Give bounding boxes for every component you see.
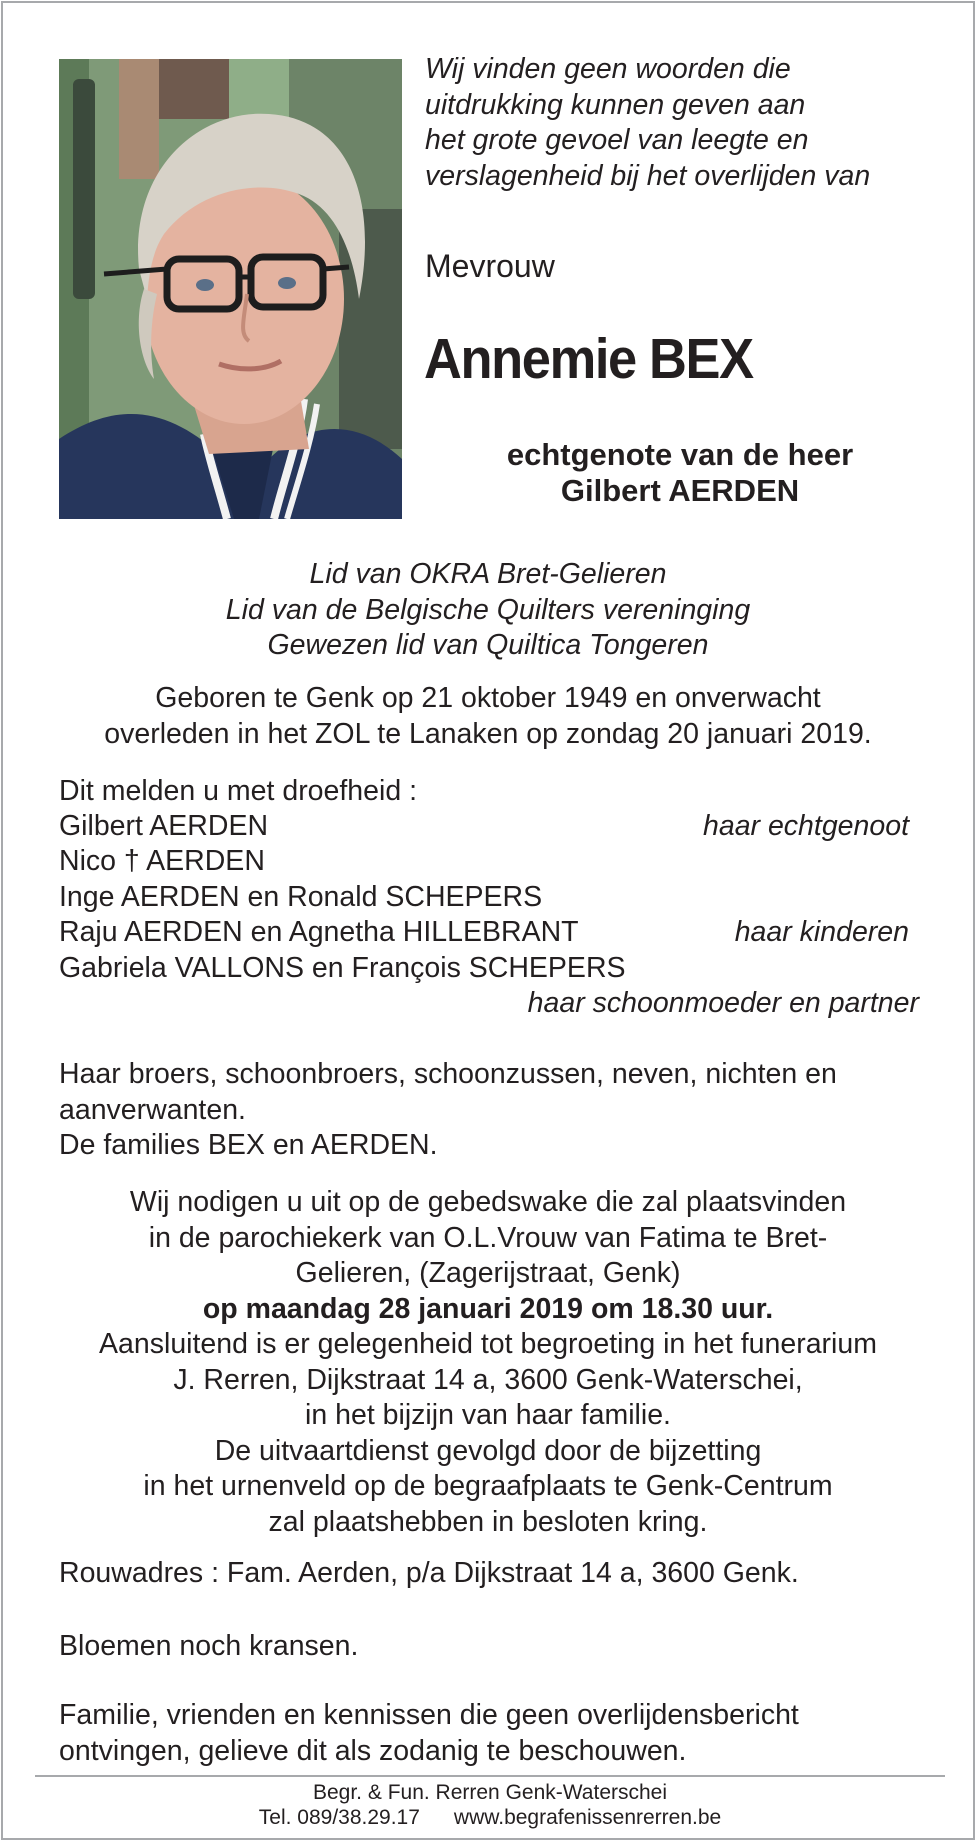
mourner-role: haar echtgenoot xyxy=(703,810,909,842)
service-line: Aansluitend is er gelegenheid tot begroeting in het funerarium xyxy=(99,1328,877,1360)
mourner-row xyxy=(59,881,919,916)
mourners-intro: Dit melden u met droefheid : xyxy=(59,775,418,807)
closing-line: Familie, vrienden en kennissen die geen overlijdensbericht xyxy=(59,1699,799,1731)
death-line: overleden in het ZOL te Lanaken op zondag 20 januari 2019. xyxy=(104,717,872,750)
mourner-name: Gabriela VALLONS en François SCHEPERS xyxy=(59,952,626,984)
birth-death-info xyxy=(60,681,916,752)
service-info xyxy=(40,1185,936,1540)
closing-line: ontvingen, gelieve dit als zodanig te beschouwen. xyxy=(59,1734,687,1767)
membership-line: Lid van OKRA Bret-Gelieren xyxy=(309,558,667,590)
mourner-name: Gilbert AERDEN xyxy=(59,810,269,842)
closing-note xyxy=(59,1698,929,1769)
service-date: op maandag 28 januari 2019 om 18.30 uur. xyxy=(202,1292,774,1325)
service-line: De uitvaartdienst gevolgd door de bijzetting xyxy=(214,1434,762,1467)
service-line: in het bijzijn van haar familie. xyxy=(305,1399,671,1431)
mourner-row xyxy=(59,916,919,951)
service-line: J. Rerren, Dijkstraat 14 a, 3600 Genk-Waterschei, xyxy=(173,1363,803,1396)
mourning-address: Rouwadres : Fam. Aerden, p/a Dijkstraat 14 a, 3600 Genk. xyxy=(59,1557,799,1589)
intro-line: Wij vinden geen woorden die xyxy=(425,53,791,85)
relatives-line: Haar broers, schoonbroers, schoonzussen, neven, nichten en xyxy=(59,1058,837,1090)
mourner-row xyxy=(59,810,919,845)
birth-line: Geboren te Genk op 21 oktober 1949 en onverwacht xyxy=(155,682,821,714)
deceased-name: Annemie BEX xyxy=(424,327,753,391)
membership-line: Gewezen lid van Quiltica Tongeren xyxy=(267,629,709,661)
funeral-home-website: www.begrafenissenrerren.be xyxy=(453,1806,722,1829)
funeral-home-phone: Tel. 089/38.29.17 xyxy=(258,1806,420,1829)
intro-line: verslagenheid bij het overlijden van xyxy=(425,159,871,192)
service-line: in het urnenveld op de begraafplaats te Genk-Centrum xyxy=(143,1470,833,1502)
spouse-block xyxy=(420,437,940,509)
service-line: Gelieren, (Zagerijstraat, Genk) xyxy=(295,1257,681,1289)
relatives-line: De families BEX en AERDEN. xyxy=(59,1129,438,1161)
memberships xyxy=(60,557,916,664)
portrait-photo xyxy=(59,59,402,519)
relatives xyxy=(59,1057,929,1164)
service-line: Wij nodigen u uit op de gebedswake die zal plaatsvinden xyxy=(129,1186,847,1218)
intro-line: uitdrukking kunnen geven aan xyxy=(425,88,806,121)
funeral-home-name: Begr. & Fun. Rerren Genk-Waterschei xyxy=(312,1781,668,1804)
membership-line: Lid van de Belgische Quilters vereninging xyxy=(225,593,751,626)
mourner-name: Nico † AERDEN xyxy=(59,845,265,877)
title-prefix: Mevrouw xyxy=(425,248,555,284)
spouse-name: Gilbert AERDEN xyxy=(560,473,800,508)
mourner-row xyxy=(59,952,919,987)
mourner-row xyxy=(59,987,919,1022)
mourner-row xyxy=(59,845,919,880)
mourner-name: Inge AERDEN en Ronald SCHEPERS xyxy=(59,881,543,913)
service-line: zal plaatshebben in besloten kring. xyxy=(268,1505,708,1538)
intro-text xyxy=(425,52,945,194)
service-line: in de parochiekerk van O.L.Vrouw van Fatima te Bret- xyxy=(148,1221,828,1254)
intro-line: het grote gevoel van leegte en xyxy=(425,124,809,156)
relatives-line: aanverwanten. xyxy=(59,1093,246,1126)
mourner-name: Raju AERDEN en Agnetha HILLEBRANT xyxy=(59,916,579,948)
funeral-home-footer xyxy=(0,1780,980,1830)
mourner-role: haar kinderen xyxy=(734,916,909,948)
footer-divider xyxy=(35,1775,945,1777)
spouse-relation: echtgenote van de heer xyxy=(506,437,854,472)
flowers-note: Bloemen noch kransen. xyxy=(59,1630,359,1662)
mourner-role: haar schoonmoeder en partner xyxy=(527,987,919,1019)
